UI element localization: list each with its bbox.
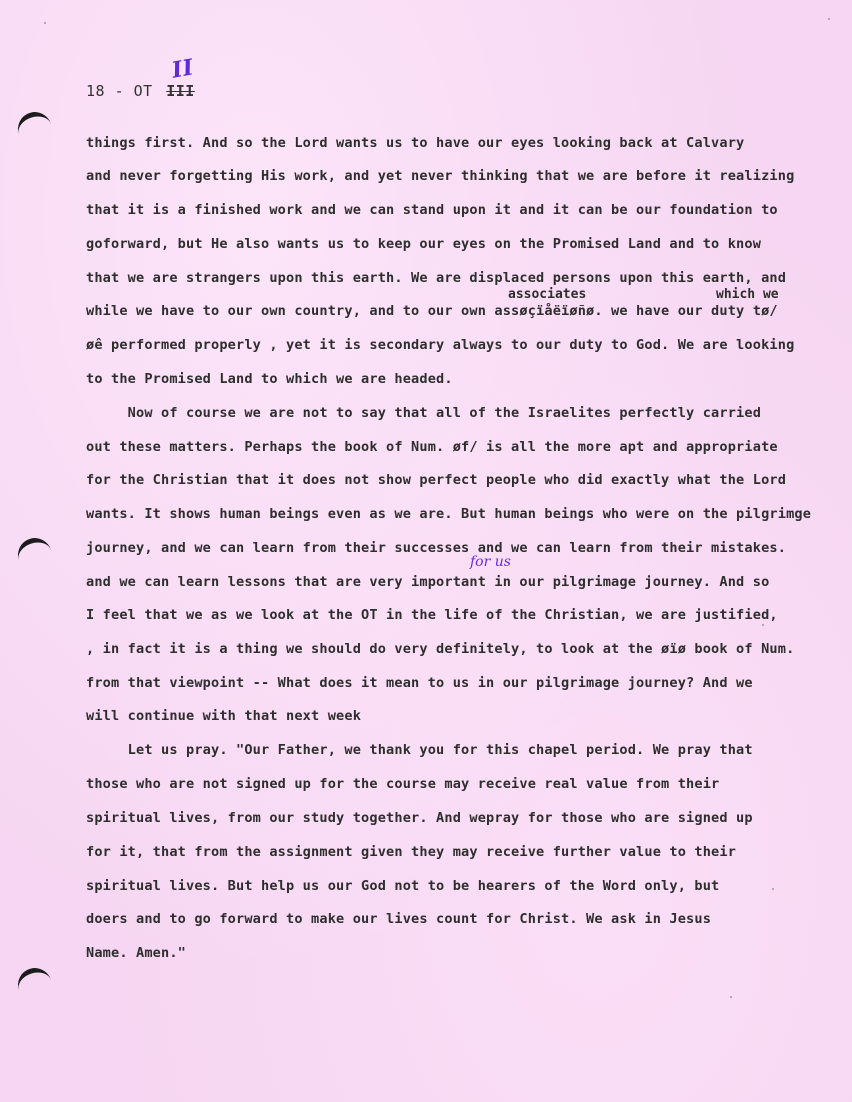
body-line-6: while we have to our own country, and to our own assøçïåëïøñø. we have our duty tø/ xyxy=(86,303,778,319)
body-line-19: Let us pray. "Our Father, we thank you for this chapel period. We pray that xyxy=(86,742,753,758)
handwritten-insertion-for-us: for us xyxy=(470,554,511,570)
body-line-24: doers and to go forward to make our lives count for Christ. We ask in Jesus xyxy=(86,911,712,927)
paper-speck xyxy=(44,22,46,24)
body-line-9: Now of course we are not to say that all of the Israelites perfectly carried xyxy=(86,405,762,421)
punch-hole-mark-bottom xyxy=(13,964,56,1008)
body-line-3: that it is a finished work and we can stand upon it and it can be our foundation to xyxy=(86,202,778,218)
punch-hole-mark-middle xyxy=(13,534,56,578)
struck-section-code: III xyxy=(166,82,195,100)
body-line-12: wants. It shows human beings even as we are. But human beings who were on the pilgrimge xyxy=(86,506,812,522)
body-line-23: spiritual lives. But help us our God not to be hearers of the Word only, but xyxy=(86,878,720,894)
paper-speck xyxy=(762,624,764,626)
paper-speck xyxy=(730,996,732,998)
page-label: 18 - OT xyxy=(86,82,153,100)
body-line-17: from that viewpoint -- What does it mean to us in our pilgrimage journey? And we xyxy=(86,675,753,691)
page-header xyxy=(86,54,196,100)
body-line-4: goforward, but He also wants us to keep our eyes on the Promised Land and to know xyxy=(86,236,762,252)
paper-speck xyxy=(828,18,830,20)
body-line-15: I feel that we as we look at the OT in the life of the Christian, we are justified, xyxy=(86,607,778,623)
body-line-25: Name. Amen." xyxy=(86,945,187,961)
body-line-2: and never forgetting His work, and yet never thinking that we are before it realizing xyxy=(86,168,795,184)
body-line-1: things first. And so the Lord wants us to have our eyes looking back at Calvary xyxy=(86,135,745,151)
body-line-11: for the Christian that it does not show perfect people who did exactly what the Lord xyxy=(86,472,787,488)
body-line-8: to the Promised Land to which we are headed. xyxy=(86,371,453,387)
body-line-14: and we can learn lessons that are very important in our pilgrimage journey. And so xyxy=(86,574,770,590)
body-line-21: spiritual lives, from our study together. And wepray for those who are signed up xyxy=(86,810,753,826)
body-line-20: those who are not signed up for the course may receive real value from their xyxy=(86,776,720,792)
punch-hole-mark-top xyxy=(13,108,56,152)
body-line-18: will continue with that next week xyxy=(86,708,362,724)
paper-speck xyxy=(772,888,774,890)
body-line-16: , in fact it is a thing we should do very definitely, to look at the øïø book of Num. xyxy=(86,641,795,657)
interlinear-which-we: which we xyxy=(716,287,779,302)
handwritten-section-correction: II xyxy=(169,54,196,84)
interlinear-associates: associates xyxy=(508,287,587,302)
body-line-7: øê performed properly , yet it is secondary always to our duty to God. We are looking xyxy=(86,337,795,353)
body-line-22: for it, that from the assignment given they may receive further value to their xyxy=(86,844,737,860)
body-line-10: out these matters. Perhaps the book of Num. øf/ is all the more apt and appropriate xyxy=(86,439,778,455)
body-line-5: that we are strangers upon this earth. We are displaced persons upon this earth, and xyxy=(86,270,787,286)
body-line-13: journey, and we can learn from their successes and we can learn from their mistakes. xyxy=(86,540,787,556)
